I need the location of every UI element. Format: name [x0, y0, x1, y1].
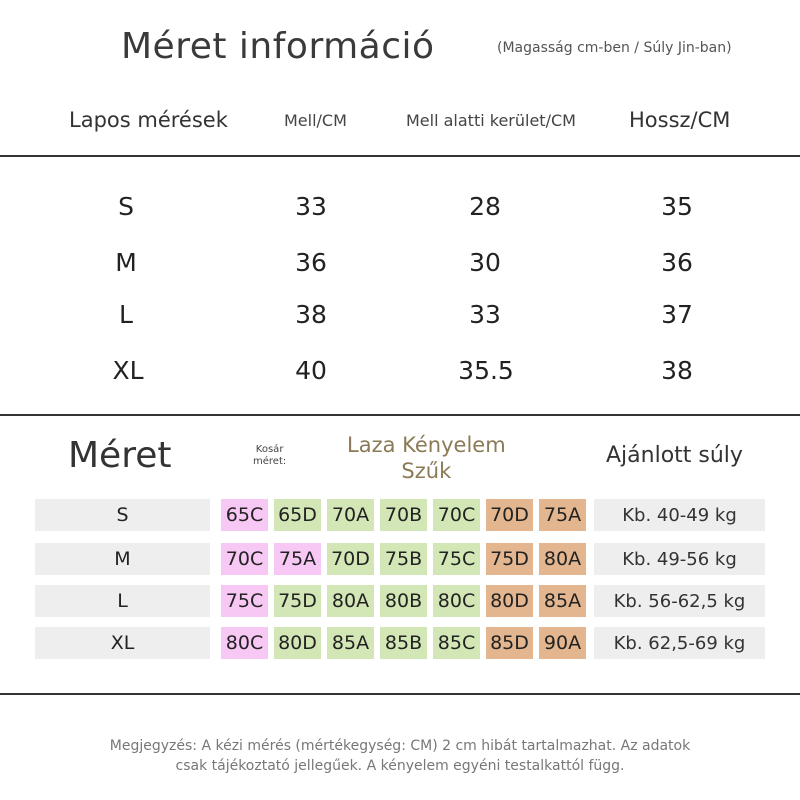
table-row	[0, 356, 800, 396]
size-row-label: S	[35, 499, 210, 531]
cup-size-cell: 85B	[380, 627, 427, 659]
cup-size-cell: 75A	[274, 543, 321, 575]
cup-size-list	[221, 627, 586, 659]
size-row-label: XL	[35, 627, 210, 659]
cup-size-cell: 85A	[327, 627, 374, 659]
chest-cell: 38	[295, 300, 327, 329]
recommended-weight-cell: Kb. 56-62,5 kg	[594, 585, 765, 617]
size-row	[0, 627, 800, 659]
length-cell: 36	[661, 248, 693, 277]
divider-top	[0, 155, 800, 157]
recommended-weight-cell: Kb. 62,5-69 kg	[594, 627, 765, 659]
col-header-length: Hossz/CM	[629, 108, 731, 132]
cup-size-cell: 80B	[380, 585, 427, 617]
cup-size-cell: 85D	[486, 627, 533, 659]
cup-size-label	[253, 444, 286, 468]
underbust-cell: 35.5	[458, 356, 514, 385]
page-title: Méret információ	[121, 26, 435, 67]
chest-cell: 40	[295, 356, 327, 385]
cup-size-cell: 75D	[274, 585, 321, 617]
cup-size-cell: 75C	[433, 543, 480, 575]
length-cell: 38	[661, 356, 693, 385]
table-row	[0, 300, 800, 340]
cup-size-cell: 80D	[486, 585, 533, 617]
chest-cell: 33	[295, 192, 327, 221]
size-cell: M	[115, 248, 137, 277]
length-cell: 37	[661, 300, 693, 329]
table-row	[0, 248, 800, 288]
cup-size-cell: 70D	[486, 499, 533, 531]
col-header-flat-measurements: Lapos mérések	[69, 108, 228, 132]
underbust-cell: 28	[469, 192, 501, 221]
fit-label	[347, 432, 506, 484]
cup-size-cell: 70C	[433, 499, 480, 531]
size-cell: S	[118, 192, 134, 221]
cup-size-cell: 80D	[274, 627, 321, 659]
cup-size-label-line2: méret:	[253, 456, 287, 467]
recommended-weight-header: Ajánlott súly	[606, 443, 743, 468]
size-row-label: M	[35, 543, 210, 575]
page-subtitle: (Magasság cm-ben / Súly Jin-ban)	[497, 40, 732, 56]
divider-middle	[0, 414, 800, 416]
size-row	[0, 499, 800, 531]
underbust-cell: 33	[469, 300, 501, 329]
cup-size-cell: 65D	[274, 499, 321, 531]
size-row	[0, 585, 800, 617]
chest-cell: 36	[295, 248, 327, 277]
fit-label-line2: Szűk	[401, 459, 452, 483]
divider-bottom	[0, 693, 800, 695]
disclaimer-note: Megjegyzés: A kézi mérés (mértékegység: CM) 2 cm hibát tartalmazhat. Az adatok csak tájékoztató jellegűek. A kényelem egyéni testalkattól függ.	[109, 738, 691, 774]
cup-size-cell: 75A	[539, 499, 586, 531]
cup-size-cell: 80C	[221, 627, 268, 659]
cup-size-cell: 70D	[327, 543, 374, 575]
cup-size-cell: 70C	[221, 543, 268, 575]
size-row	[0, 543, 800, 575]
cup-size-cell: 70A	[327, 499, 374, 531]
underbust-cell: 30	[469, 248, 501, 277]
fit-label-line1: Laza Kényelem	[347, 433, 506, 457]
cup-size-cell: 80A	[539, 543, 586, 575]
cup-size-cell: 85C	[433, 627, 480, 659]
cup-size-cell: 80C	[433, 585, 480, 617]
cup-size-cell: 70B	[380, 499, 427, 531]
size-section-title: Méret	[68, 435, 172, 476]
col-header-chest: Mell/CM	[284, 111, 347, 130]
cup-size-cell: 75D	[486, 543, 533, 575]
cup-size-cell: 90A	[539, 627, 586, 659]
cup-size-cell: 65C	[221, 499, 268, 531]
cup-size-cell: 75C	[221, 585, 268, 617]
cup-size-cell: 85A	[539, 585, 586, 617]
table-row	[0, 192, 800, 232]
cup-size-list	[221, 585, 586, 617]
size-cell: L	[119, 300, 133, 329]
cup-size-list	[221, 499, 586, 531]
length-cell: 35	[661, 192, 693, 221]
size-cell: XL	[112, 356, 144, 385]
cup-size-list	[221, 543, 586, 575]
recommended-weight-cell: Kb. 40-49 kg	[594, 499, 765, 531]
cup-size-cell: 75B	[380, 543, 427, 575]
cup-size-label-line1: Kosár	[255, 444, 284, 455]
size-row-label: L	[35, 585, 210, 617]
cup-size-cell: 80A	[327, 585, 374, 617]
col-header-underbust: Mell alatti kerület/CM	[406, 111, 576, 130]
recommended-weight-cell: Kb. 49-56 kg	[594, 543, 765, 575]
